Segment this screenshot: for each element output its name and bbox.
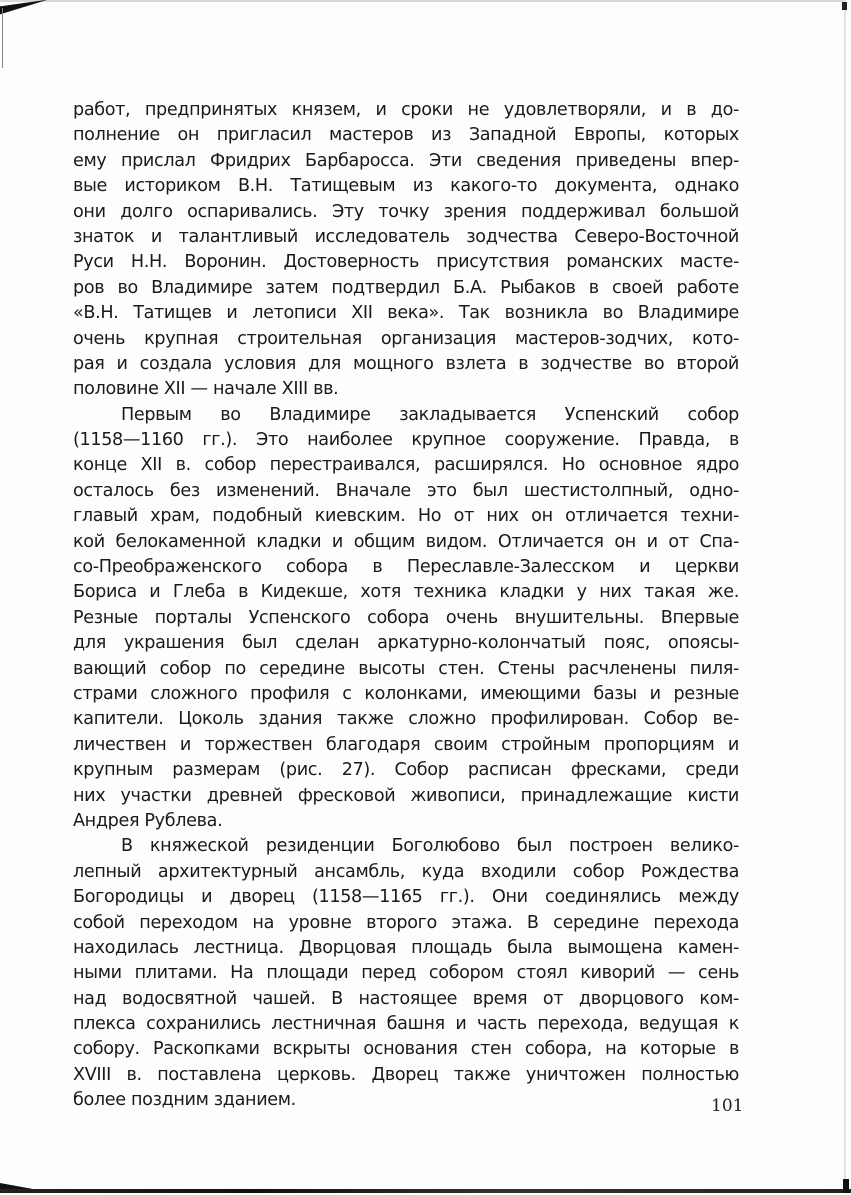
text-line: они долго оспаривались. Эту точку зрения поддерживал большой <box>73 201 739 222</box>
text-line: лепный архитектурный ансамбль, куда входили собор Рождества <box>73 861 739 882</box>
text-line: вающий собор по середине высоты стен. Стены расчленены пиля- <box>73 658 739 679</box>
page-corner-bottom-right <box>843 1179 849 1193</box>
text-line: крупным размерам (рис. 27). Собор расписан фресками, среди <box>73 760 739 781</box>
text-line: рая и создала условия для мощного взлета в зодчестве во второй <box>73 353 739 374</box>
page-edge-right <box>844 0 846 1190</box>
text-line: главый храм, подобный киевским. Но от них он отличается техни- <box>73 506 739 527</box>
text-line: более поздним зданием. <box>73 1090 296 1111</box>
text-line: Бориса и Глеба в Кидекше, хотя техника кладки у них такая же. <box>73 582 739 603</box>
text-line: осталось без изменений. Вначале это был шестистолпный, одно- <box>73 480 739 501</box>
page-corner-top-right <box>842 2 847 10</box>
text-line: XVIII в. поставлена церковь. Дворец также уничтожен полностью <box>73 1064 739 1085</box>
paragraph <box>73 403 739 835</box>
paragraph <box>73 834 739 1113</box>
text-line: Руси Н.Н. Воронин. Достоверность присутствия романских масте- <box>73 252 739 273</box>
text-line: работ, предпринятых князем, и сроки не удовлетворяли, и в до- <box>73 100 739 120</box>
text-line: половине XII — начале XIII вв. <box>73 379 339 400</box>
page-number: 101 <box>711 1096 744 1116</box>
text-line: очень крупная строительная организация мастеров-зодчих, кото- <box>73 328 739 349</box>
text-line: капители. Цоколь здания также сложно профилирован. Собор ве- <box>73 709 739 730</box>
text-line: личествен и торжествен благодаря своим стройным пропорциям и <box>73 734 739 755</box>
text-line: собой переходом на уровне второго этажа. В середине перехода <box>73 912 739 933</box>
text-line: ему прислал Фридрих Барбаросса. Эти сведения приведены впер- <box>73 150 739 171</box>
text-line: со-Преображенского собора в Переславле-Залесском и церкви <box>73 557 739 578</box>
text-line: над водосвятной чашей. В настоящее время от дворцового ком- <box>73 988 739 1009</box>
text-line: плекса сохранились лестничная башня и часть перехода, ведущая к <box>73 1014 739 1035</box>
text-line: кой белокаменной кладки и общим видом. Отличается он и от Спа- <box>73 531 739 552</box>
text-line: знаток и талантливый исследователь зодчества Северо-Восточной <box>73 226 739 247</box>
page-edge-bottom <box>0 1189 851 1193</box>
text-line: Богородицы и дворец (1158—1165 гг.). Они соединялись между <box>73 887 739 908</box>
text-line: Андрея Рублева. <box>73 810 223 831</box>
text-line: для украшения был сделан аркатурно-колончатый пояс, опоясы- <box>73 633 739 654</box>
text-line: Резные порталы Успенского собора очень внушительны. Впервые <box>73 607 739 628</box>
text-line: собору. Раскопками вскрыты основания стен собора, на которые в <box>73 1039 739 1060</box>
text-line: полнение он пригласил мастеров из Западной Европы, которых <box>73 125 739 146</box>
text-line: вые историком В.Н. Татищевым из какого-то документа, однако <box>73 176 739 197</box>
text-line: находилась лестница. Дворцовая площадь была вымощена камен- <box>73 937 739 958</box>
text-line: В княжеской резиденции Боголюбово был построен велико- <box>121 836 739 857</box>
text-line: них участки древней фресковой живописи, принадлежащие кисти <box>73 785 739 806</box>
text-line: «В.Н. Татищев и летописи XII века». Так возникла во Владимире <box>73 303 739 324</box>
paragraph <box>73 98 739 403</box>
text-line: ров во Владимире затем подтвердил Б.А. Рыбаков в своей работе <box>73 277 739 298</box>
text-line: Первым во Владимире закладывается Успенский собор <box>121 404 739 425</box>
body-text <box>73 98 739 1114</box>
page-corner-top-left <box>0 0 48 14</box>
page-edge-left <box>2 8 3 68</box>
text-line: конце XII в. собор перестраивался, расширялся. Но основное ядро <box>73 455 739 476</box>
text-line: (1158—1160 гг.). Это наиболее крупное сооружение. Правда, в <box>73 430 739 451</box>
text-line: страми сложного профиля с колонками, имеющими базы и резные <box>73 683 739 704</box>
page-edge-top <box>0 0 845 2</box>
text-line: ными плитами. На площади перед собором стоял киворий — сень <box>73 963 739 984</box>
